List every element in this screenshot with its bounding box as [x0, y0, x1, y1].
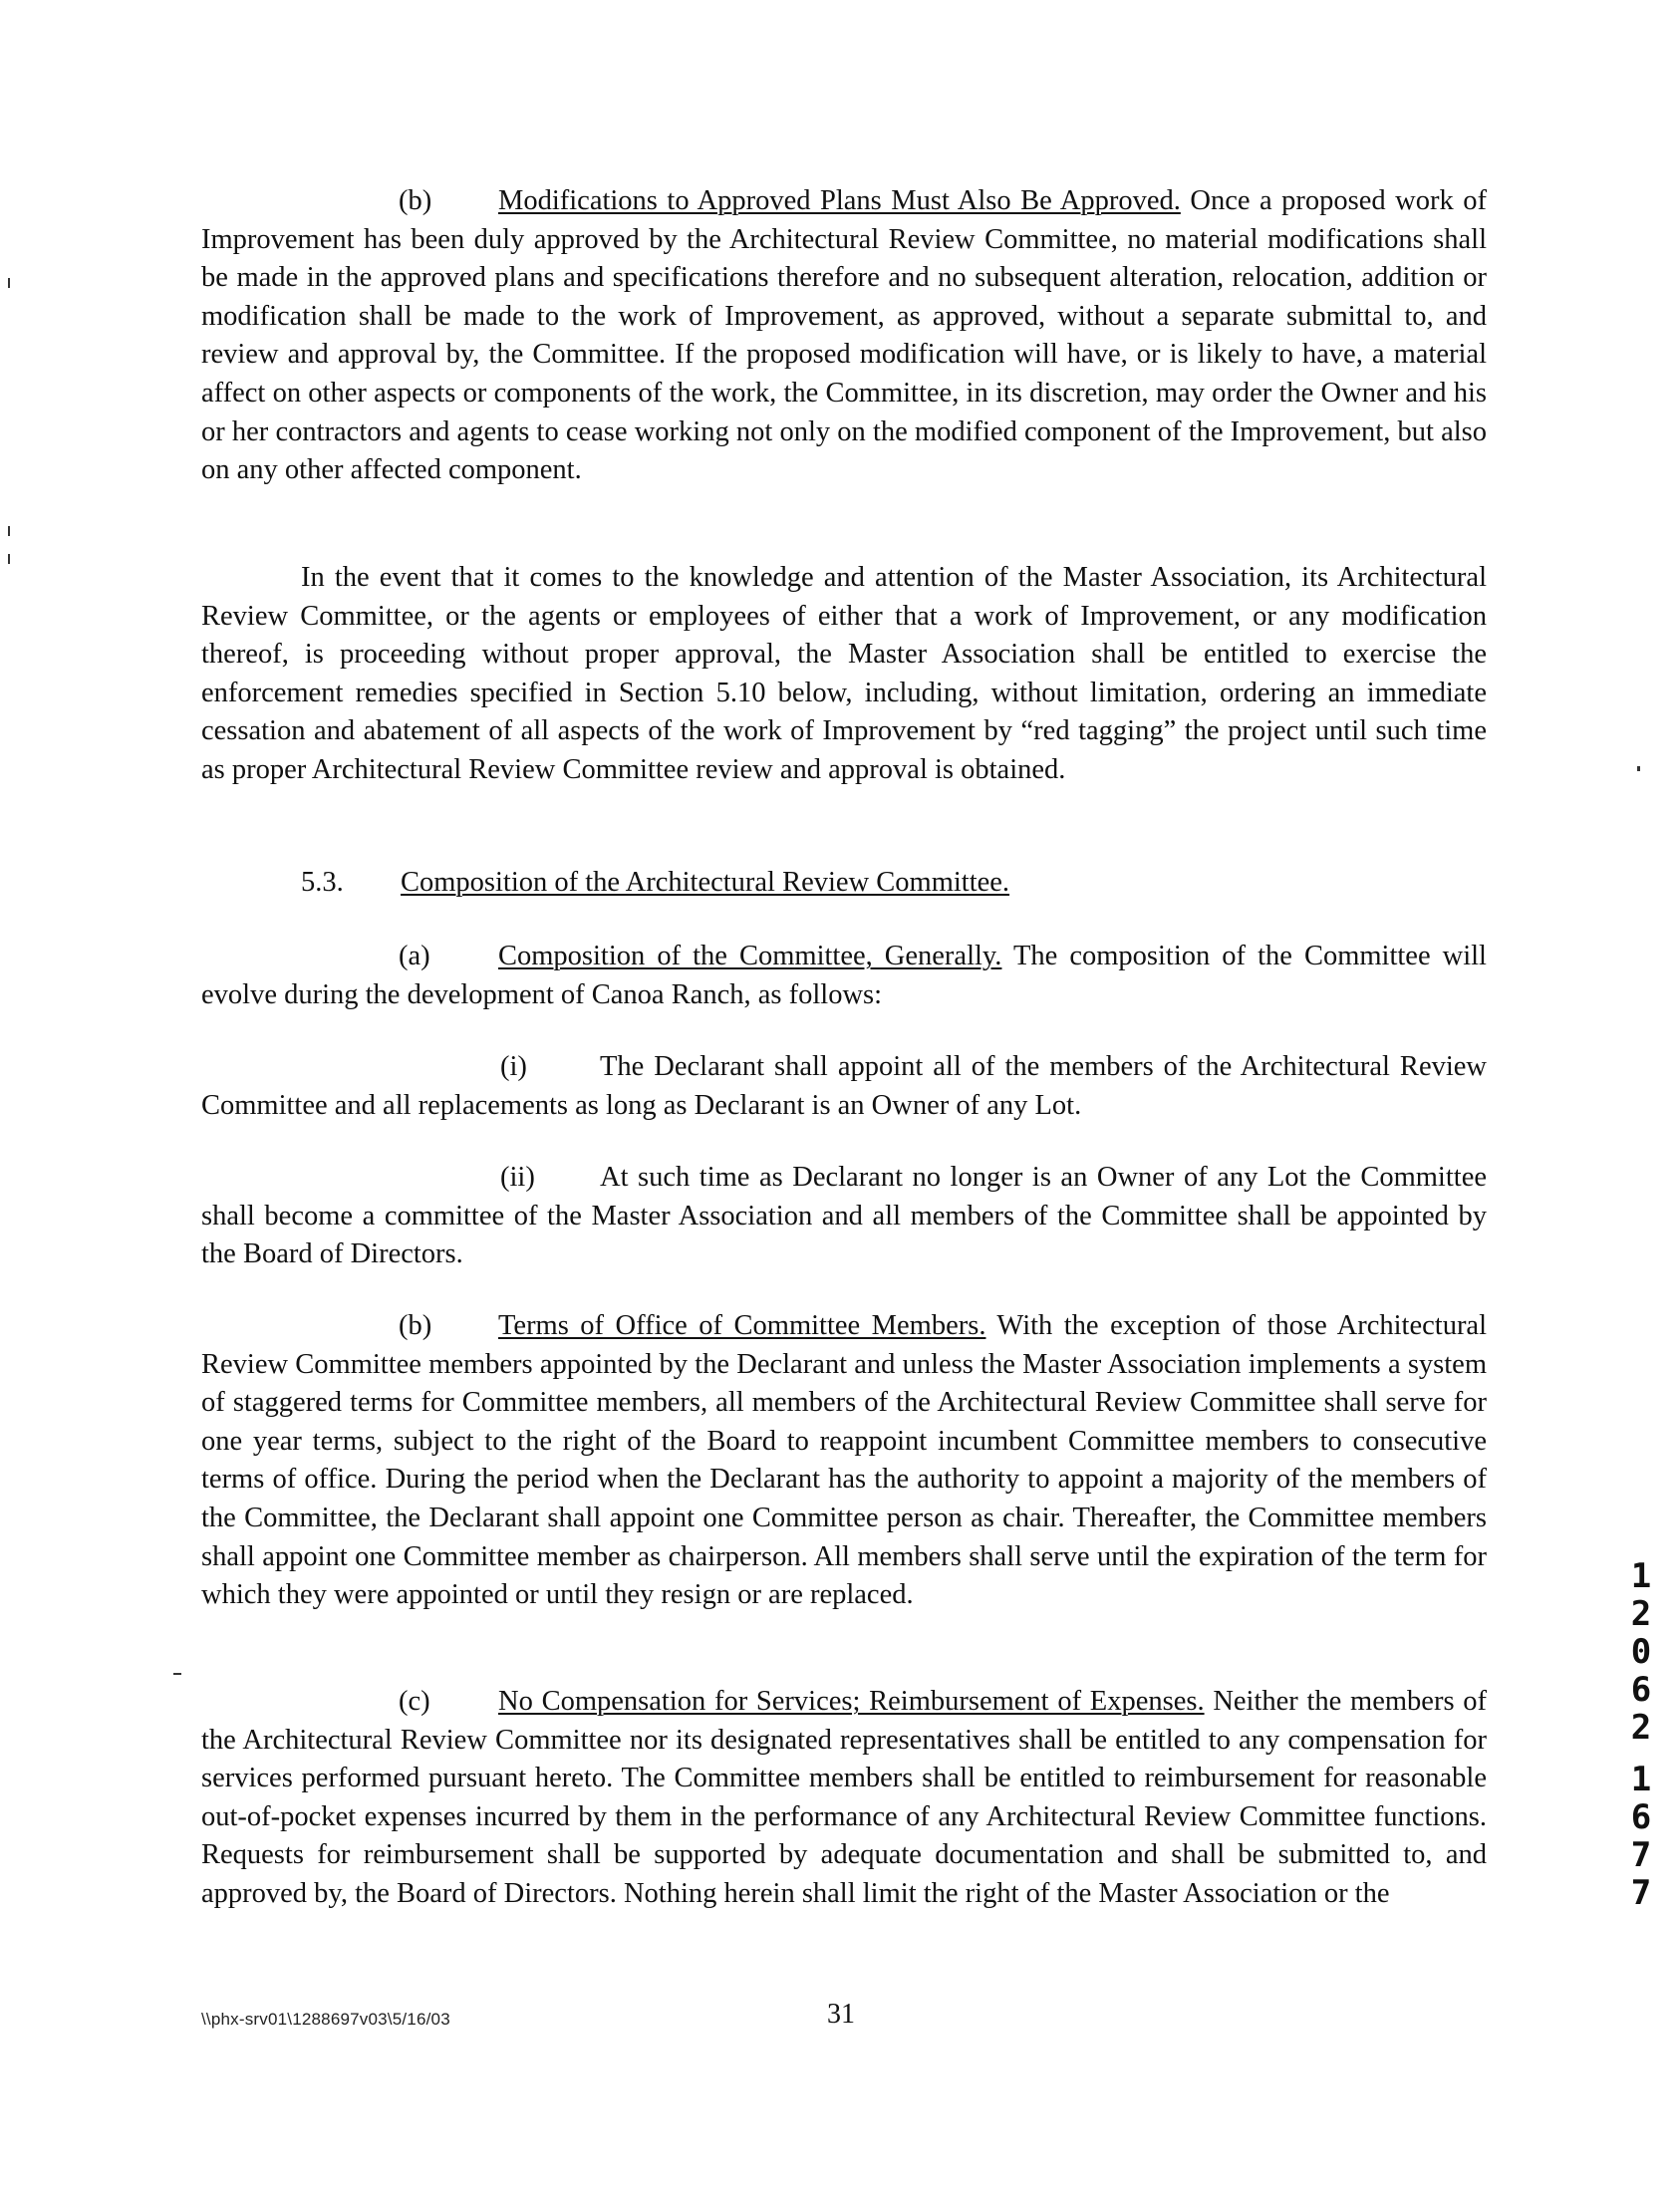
paragraph-body: Once a proposed work of Improvement has been duly approved by the Architectural Review Committee, no material modifications shall be made in the approved plans and specifications therefore and no subsequent alteration, relocation, addition or modification shall be made to the work of Improvement, as approved, without a separate submittal to, and review and approval by, the Committee. If the proposed modification will have, or is likely to have, a material affect on other aspects or components of the work, the Committee, in its discretion, may order the Owner and his or her contractors and agents to cease working not only on the modified component of the Improvement, but also on any other affected component. [201, 185, 1487, 486]
scan-speck [1637, 766, 1640, 771]
stamp-digit: 2 [1630, 1708, 1652, 1748]
paragraph-ii [201, 1159, 1487, 1274]
scan-speck [8, 526, 10, 536]
paragraph-body: With the exception of those Architectural Review Committee members appointed by the Declarant and unless the Master Association implements a system of staggered terms for Committee members, all members of the Architectural Review Committee shall serve for one year terms, subject to the right of the Board to reappoint incumbent Committee members to consecutive terms of office. During the period when the Declarant has the authority to appoint a majority of the members of the Committee, the Declarant shall appoint one Committee person as chair. Thereafter, the Committee members shall appoint one Committee member as chairperson. All members shall serve until the expiration of the term for which they were appointed or until they resign or are replaced. [201, 1310, 1487, 1611]
stamp-digit: 0 [1630, 1632, 1652, 1672]
paragraph-label: (b) [399, 1310, 432, 1341]
section-number: 5.3. [301, 867, 344, 898]
paragraph-label: (ii) [500, 1162, 535, 1193]
paragraph-enforcement [201, 559, 1487, 790]
recording-stamp-top [1626, 1557, 1656, 1747]
section-title: Composition of the Architectural Review Committee. [401, 867, 1010, 898]
paragraph-terms-of-office [201, 1307, 1487, 1615]
page-number: 31 [827, 1999, 855, 2030]
document-path: \\phx-srv01\1288697v03\5/16/03 [201, 2010, 450, 2029]
paragraph-label: (b) [399, 185, 432, 216]
paragraph-body: The Declarant shall appoint all of the members of the Architectural Review Committee and all replacements as long as Declarant is an Owner of any Lot. [201, 1051, 1487, 1121]
paragraph-body: Neither the members of the Architectural Review Committee nor its designated representatives shall be entitled to any compensation for services performed pursuant hereto. The Committee members shall be entitled to reimbursement for reasonable out-of-pocket expenses incurred by them in the performance of any Architectural Review Committee functions. Requests for reimbursement shall be supported by adequate documentation and shall be submitted to, and approved by, the Board of Directors. Nothing herein shall limit the right of the Master Association or the [201, 1686, 1488, 1909]
paragraph-i [201, 1048, 1487, 1125]
stamp-digit: 6 [1630, 1670, 1652, 1710]
scan-speck [8, 554, 10, 564]
paragraph-heading: Terms of Office of Committee Members. [498, 1310, 986, 1341]
stamp-digit: 7 [1630, 1835, 1652, 1875]
paragraph-body: The composition of the Committee will evolve during the development of Canoa Ranch, as follows: [201, 941, 1487, 1010]
stamp-digit: 7 [1630, 1873, 1652, 1913]
paragraph-modifications [201, 182, 1487, 490]
scan-speck [8, 278, 10, 288]
paragraph-composition-generally [201, 938, 1487, 1014]
stamp-digit: 6 [1630, 1797, 1652, 1837]
paragraph-body: In the event that it comes to the knowledge and attention of the Master Association, its Architectural Review Committee, or the agents or employees of either that a work of Improvement, or any modification thereof, is proceeding without proper approval, the Master Association shall be entitled to exercise the enforcement remedies specified in Section 5.10 below, including, without limitation, ordering an immediate cessation and abatement of all aspects of the work of Improvement by “red tagging” the project until such time as proper Architectural Review Committee review and approval is obtained. [201, 562, 1487, 785]
paragraph-label: (a) [399, 941, 430, 971]
section-heading-5-3 [201, 864, 1487, 903]
paragraph-label: (c) [399, 1686, 430, 1717]
stamp-digit: 1 [1630, 1760, 1652, 1799]
paragraph-label: (i) [500, 1051, 527, 1082]
paragraph-body: At such time as Declarant no longer is an Owner of any Lot the Committee shall become a committee of the Master Association and all members of the Committee shall be appointed by the Board of Directors. [201, 1162, 1487, 1270]
stamp-digit: 2 [1630, 1594, 1652, 1634]
paragraph-no-compensation [201, 1683, 1487, 1914]
paragraph-heading: Composition of the Committee, Generally. [498, 941, 1002, 971]
stamp-digit: 1 [1630, 1556, 1652, 1596]
paragraph-heading: No Compensation for Services; Reimbursement of Expenses. [498, 1686, 1205, 1717]
scan-speck [173, 1673, 181, 1675]
recording-stamp-bottom [1626, 1761, 1656, 1912]
paragraph-heading: Modifications to Approved Plans Must Also Be Approved. [498, 185, 1181, 216]
